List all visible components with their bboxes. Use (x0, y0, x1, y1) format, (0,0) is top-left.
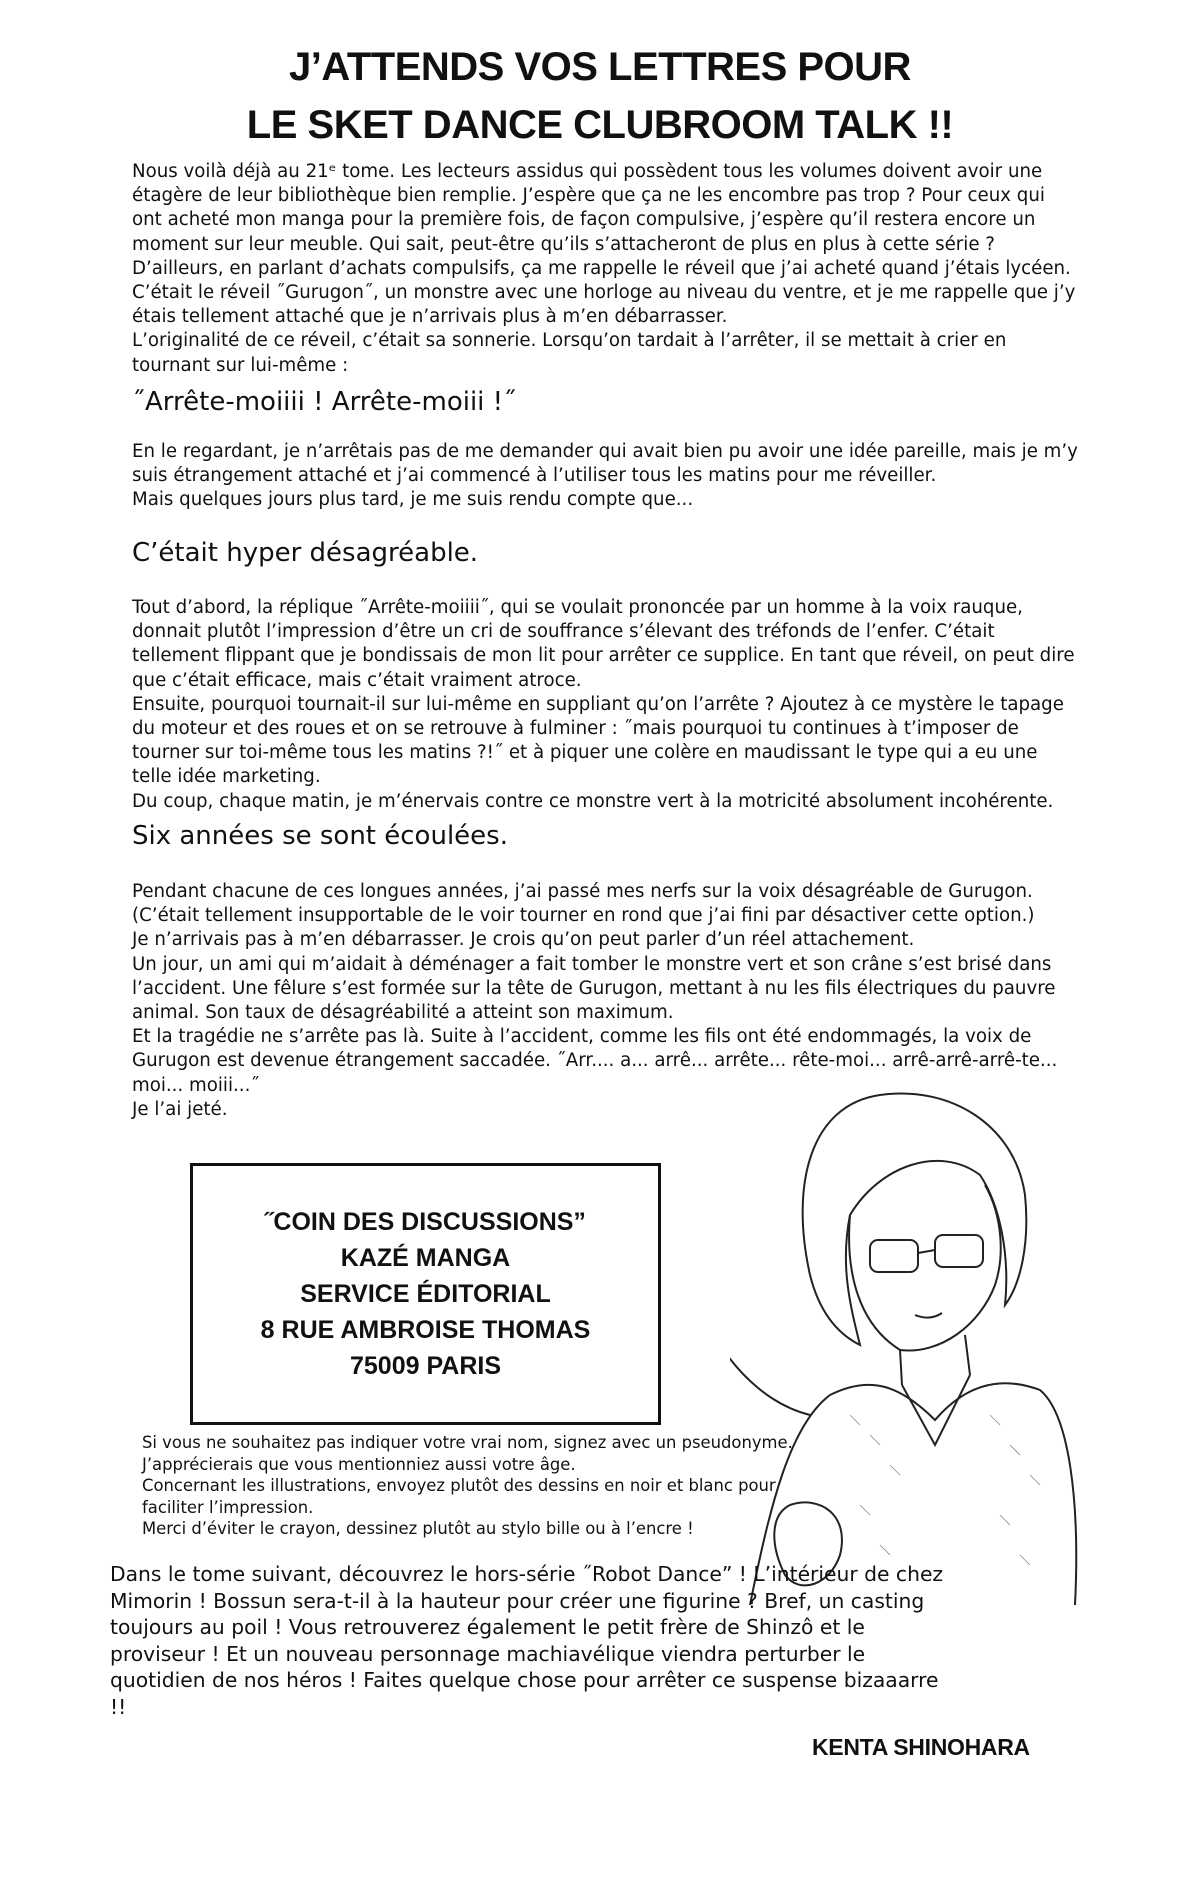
page-title (0, 38, 1200, 154)
intro-paragraphs (132, 160, 1080, 378)
address-line: KAZÉ MANGA (340, 1244, 511, 1272)
paragraph: Du coup, chaque matin, je m’énervais contre ce monstre vert à la motricité absolument incohérente. (132, 790, 1054, 812)
author-signature: KENTA SHINOHARA (812, 1734, 1030, 1760)
intro-paragraph: D’ailleurs, en parlant d’achats compulsifs, ça me rappelle le réveil que j’ai acheté quand j’étais lycéen. (132, 257, 1071, 279)
paragraph: Ensuite, pourquoi tournait-il sur lui-même en suppliant qu’on l’arrête ? Ajoutez à ce mystère le tapage du moteur et des roues et on se retrouve à fulminer : ˝mais pourquoi tu continues à t’imposer de tourner sur toi-même tous les matins ?!˝ et à piquer une colère en maudissant le type qui a eu une telle idée marketing. (132, 693, 1064, 788)
next-volume-preview: Dans le tome suivant, découvrez le hors-série ˝Robot Dance” ! L’intérieur de chez Mimorin ! Bossun sera-t-il à la hauteur pour créer une figurine ? Bref, un casting toujours au poil ! Vous retrouverez également le petit frère de Shinzô et le proviseur ! Et un nouveau personnage machiavélique viendra perturber le quotidien de nos héros ! Faites quelque chose pour arrêter ce suspense bizaaarre !! (110, 1562, 944, 1719)
address-box (190, 1163, 661, 1425)
third-paragraphs (132, 596, 1080, 814)
quote-arrete-moi: ˝Arrête-moiiii ! Arrête-moiii !˝ (132, 387, 517, 417)
quote-desagreable: C’était hyper désagréable. (132, 538, 479, 568)
paragraph: Pendant chacune de ces longues années, j’ai passé mes nerfs sur la voix désagréable de Gurugon. (C’était tellement insupportable de le voir tourner en rond que j’ai fini par désactiver cette option.) (132, 881, 1035, 927)
intro-paragraph: C’était le réveil ˝Gurugon˝, un monstre avec une horloge au niveau du ventre, et je me rappelle que j’y étais tellement attaché que je n’arrivais plus à m’en débarrasser. (132, 282, 1076, 328)
address-line: ˝COIN DES DISCUSSIONS” (265, 1208, 586, 1236)
paragraph: Un jour, un ami qui m’aidait à déménager a fait tomber le monstre vert et son crâne s’est brisé dans l’accident. Une fêlure s’est formée sur la tête de Gurugon, mettant à nu les fils électriques du pauvre animal. Son taux de désagréabilité a atteint son maximum. (132, 953, 1056, 1024)
note: Merci d’éviter le crayon, dessinez plutôt au stylo bille ou à l’encre ! (142, 1519, 694, 1539)
paragraph: Je n’arrivais pas à m’en débarrasser. Je crois qu’on peut parler d’un réel attachement. (132, 929, 915, 951)
address-line: 75009 PARIS (349, 1352, 501, 1380)
address-line: SERVICE ÉDITORIAL (300, 1280, 551, 1308)
paragraph: En le regardant, je n’arrêtais pas de me demander qui avait bien pu avoir une idée pareille, mais je m’y suis étrangement attaché et j’ai commencé à l’utiliser tous les matins pour me réveiller. (132, 441, 1078, 487)
intro-paragraph: L’originalité de ce réveil, c’était sa sonnerie. Lorsqu’on tardait à l’arrêter, il se mettait à crier en tournant sur lui-même : (132, 330, 1007, 376)
paragraph: Je l’ai jeté. (132, 1098, 228, 1120)
title-line-2: LE SKET DANCE CLUBROOM TALK !! (246, 103, 954, 147)
address-line: 8 RUE AMBROISE THOMAS (260, 1316, 591, 1344)
paragraph: Et la tragédie ne s’arrête pas là. Suite à l’accident, comme les fils ont été endommagés, la voix de Gurugon est devenue étrangement saccadée. ˝Arr.... a... arrê... arrête... rête-moi... arrê-arrê-arrê-te... moi... moiii...˝ (132, 1026, 1058, 1096)
second-paragraphs (132, 440, 1080, 513)
note: Concernant les illustrations, envoyez plutôt des dessins en noir et blanc pour faciliter l’impression. (142, 1476, 776, 1517)
intro-paragraph: Nous voilà déjà au 21ᵉ tome. Les lecteurs assidus qui possèdent tous les volumes doivent avoir une étagère de leur bibliothèque bien remplie. J’espère que ça ne les encombre pas trop ? Pour ceux qui ont acheté mon manga pour la première fois, de façon compulsive, j’espère qu’il restera encore un moment sur leur meuble. Qui sait, peut-être qu’ils s’attacheront de plus en plus à cette série ? (132, 161, 1045, 255)
title-line-1: J’ATTENDS VOS LETTRES POUR (289, 45, 911, 89)
note: Si vous ne souhaitez pas indiquer votre vrai nom, signez avec un pseudonyme. J’apprécierais que vous mentionniez aussi votre âge. (142, 1433, 793, 1474)
paragraph: Mais quelques jours plus tard, je me suis rendu compte que... (132, 489, 694, 511)
quote-six-annees: Six années se sont écoulées. (132, 821, 508, 851)
paragraph: Tout d’abord, la réplique ˝Arrête-moiiii˝, qui se voulait prononcée par un homme à la voix rauque, donnait plutôt l’impression d’être un cri de souffrance s’élevant des tréfonds de l’enfer. C’était tellement flippant que je bondissais de mon lit pour arrêter ce supplice. En tant que réveil, on peut dire que c’était efficace, mais c’était vraiment atroce. (132, 597, 1075, 691)
submission-notes (142, 1432, 832, 1540)
